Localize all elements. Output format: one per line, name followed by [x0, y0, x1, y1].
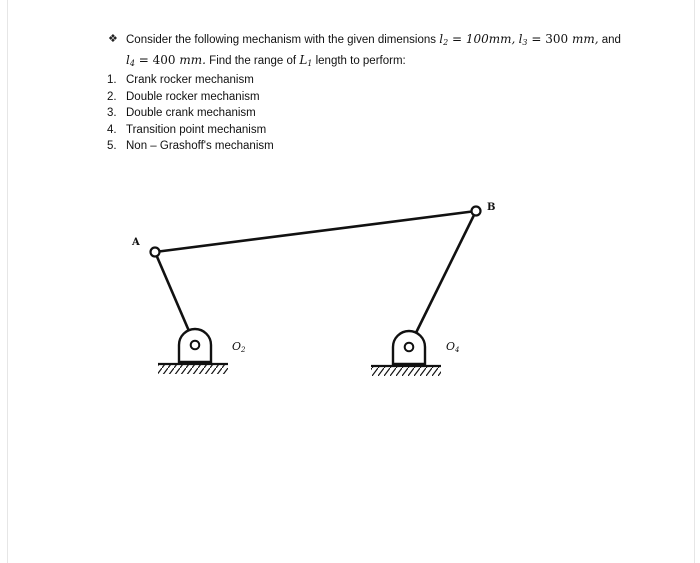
- list-item: 2. Double rocker mechanism: [107, 90, 260, 103]
- list-item: 1. Crank rocker mechanism: [107, 74, 254, 86]
- list-item: 4. Transition point mechanism: [107, 123, 267, 136]
- given-l2: $l_2 = 100mm$,: [439, 32, 516, 47]
- ground-pivot-o2: [158, 329, 228, 374]
- question-suffix: length to perform:: [315, 54, 406, 67]
- pin-joint-o4: [405, 343, 414, 352]
- coupler-link: [155, 211, 476, 252]
- label-b: B: [487, 202, 496, 213]
- unknown-L1: $L_1$: [299, 52, 313, 68]
- ground-pivot-o4: [371, 331, 441, 376]
- pin-joint-b: [472, 207, 481, 216]
- rocker-link-o4b: [409, 211, 476, 347]
- list-item: 3. Double crank mechanism: [107, 107, 256, 119]
- diamond-bullet-icon: ❖: [108, 33, 118, 45]
- intro-text: Consider the following mechanism with the given dimensions: [126, 34, 437, 46]
- label-o4: O4: [446, 340, 460, 354]
- label-o2: O2: [232, 340, 246, 354]
- question-prefix: Find the range of: [209, 54, 297, 67]
- given-l3: $l_3 = 300$ mm,: [518, 32, 599, 47]
- pin-joint-a: [151, 248, 160, 257]
- given-l4: $l_4 = 400$ mm.: [126, 52, 206, 68]
- pin-joint-o2: [191, 341, 200, 350]
- conjunction-and: and: [601, 34, 621, 46]
- label-a: A: [132, 237, 140, 248]
- list-item: 5. Non – Grashoff's mechanism: [107, 140, 274, 152]
